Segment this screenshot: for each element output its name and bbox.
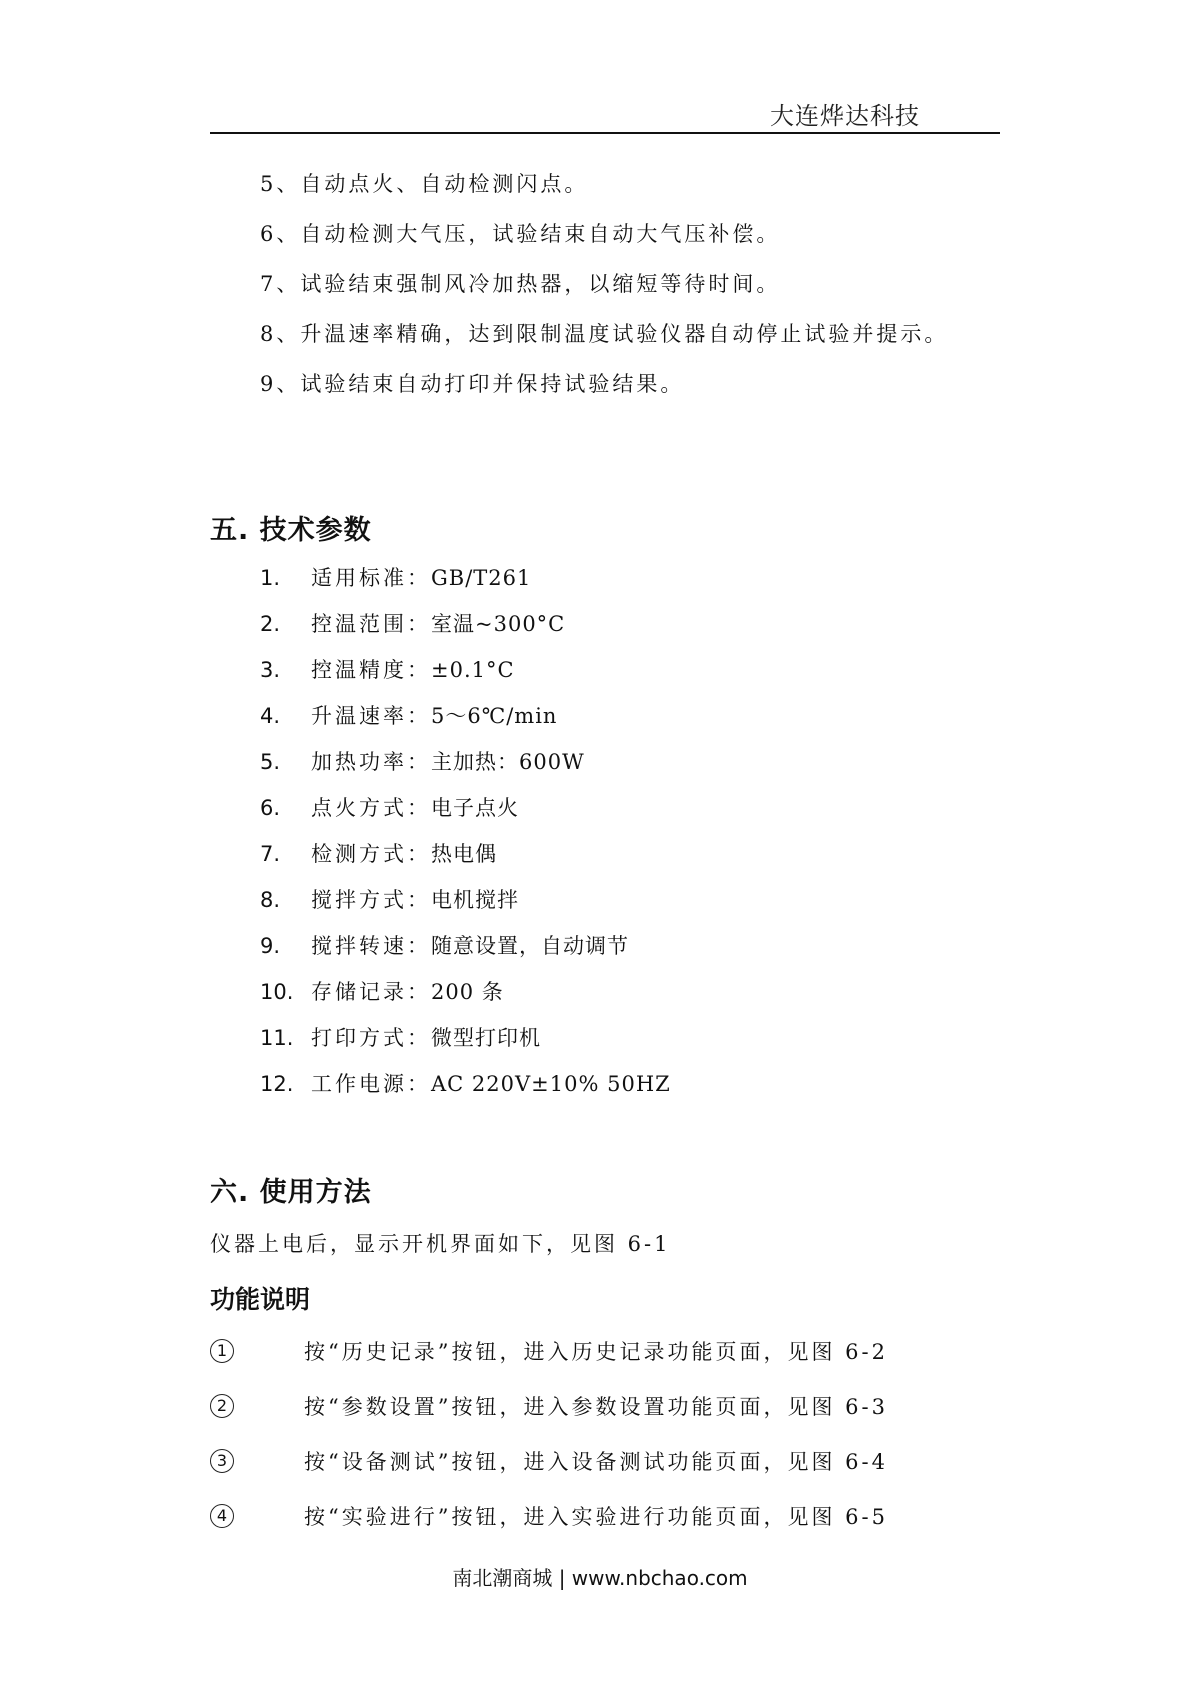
spec-value: GB/T261: [431, 566, 532, 590]
feature-item: [260, 368, 684, 398]
feature-number: 5、: [260, 172, 301, 196]
spec-row: [260, 746, 585, 776]
spec-label: 控温范围：: [311, 612, 431, 636]
header-divider: [210, 132, 1000, 134]
feature-text: 自动检测大气压，试验结束自动大气压补偿。: [300, 222, 781, 246]
spec-number: 1.: [260, 566, 281, 590]
spec-value: 主加热：600W: [431, 750, 585, 774]
section-title-usage: 六. 使用方法: [210, 1177, 372, 1208]
spec-value: 热电偶: [431, 842, 497, 866]
spec-label: 加热功率：: [311, 750, 431, 774]
spec-row: [260, 884, 519, 914]
spec-value: 电机搅拌: [431, 888, 519, 912]
section-title-specs: 五. 技术参数: [210, 515, 372, 546]
circled-number: 4: [210, 1504, 234, 1528]
spec-number: 11.: [260, 1026, 294, 1050]
spec-row: [260, 608, 565, 638]
spec-value: AC 220V±10% 50HZ: [431, 1072, 671, 1096]
spec-number: 9.: [260, 934, 281, 958]
spec-label: 升温速率：: [311, 704, 431, 728]
spec-label: 搅拌方式：: [311, 888, 431, 912]
function-text: 按“设备测试”按钮，进入设备测试功能页面，见图 6-4: [304, 1450, 888, 1474]
spec-label: 控温精度：: [311, 658, 431, 682]
spec-row: [260, 1068, 671, 1098]
spec-label: 适用标准：: [311, 566, 431, 590]
spec-row: [260, 1022, 541, 1052]
spec-value: 200 条: [431, 980, 504, 1004]
function-item: [210, 1446, 888, 1476]
spec-number: 5.: [260, 750, 281, 774]
feature-number: 6、: [260, 222, 301, 246]
spec-number: 2.: [260, 612, 281, 636]
spec-label: 检测方式：: [311, 842, 431, 866]
spec-value: 室温~300°C: [431, 612, 566, 636]
footer-watermark: 南北潮商城 | www.nbchao.com: [452, 1566, 748, 1590]
spec-label: 存储记录：: [311, 980, 431, 1004]
function-item: [210, 1391, 888, 1421]
spec-number: 3.: [260, 658, 281, 682]
spec-number: 7.: [260, 842, 281, 866]
feature-text: 试验结束强制风冷加热器，以缩短等待时间。: [300, 272, 781, 296]
feature-number: 7、: [260, 272, 301, 296]
function-text: 按“实验进行”按钮，进入实验进行功能页面，见图 6-5: [304, 1505, 888, 1529]
spec-value: 微型打印机: [431, 1026, 541, 1050]
spec-row: [260, 838, 497, 868]
spec-row: [260, 700, 557, 730]
spec-label: 工作电源：: [311, 1072, 431, 1096]
feature-text: 升温速率精确，达到限制温度试验仪器自动停止试验并提示。: [300, 322, 949, 346]
feature-text: 自动点火、自动检测闪点。: [300, 172, 589, 196]
spec-row: [260, 562, 531, 592]
spec-row: [260, 792, 519, 822]
feature-item: [260, 218, 780, 248]
spec-number: 10.: [260, 980, 294, 1004]
spec-value: 随意设置，自动调节: [431, 934, 629, 958]
spec-row: [260, 930, 629, 960]
spec-label: 打印方式：: [311, 1026, 431, 1050]
usage-intro: 仪器上电后，显示开机界面如下，见图 6-1: [210, 1232, 671, 1256]
feature-number: 8、: [260, 322, 301, 346]
spec-row: [260, 654, 515, 684]
function-text: 按“历史记录”按钮，进入历史记录功能页面，见图 6-2: [304, 1340, 888, 1364]
header-company-name: 大连烨达科技: [770, 102, 920, 130]
feature-number: 9、: [260, 372, 301, 396]
spec-value: 5～6℃/min: [431, 704, 558, 728]
spec-number: 8.: [260, 888, 281, 912]
function-item: [210, 1336, 888, 1366]
circled-number: 2: [210, 1394, 234, 1418]
function-text: 按“参数设置”按钮，进入参数设置功能页面，见图 6-3: [304, 1395, 888, 1419]
spec-value: 电子点火: [431, 796, 519, 820]
spec-number: 4.: [260, 704, 281, 728]
feature-item: [260, 168, 588, 198]
spec-label: 搅拌转速：: [311, 934, 431, 958]
feature-text: 试验结束自动打印并保持试验结果。: [300, 372, 685, 396]
spec-row: [260, 976, 504, 1006]
feature-item: [260, 268, 780, 298]
function-description-heading: 功能说明: [210, 1285, 311, 1314]
spec-number: 12.: [260, 1072, 294, 1096]
circled-number: 1: [210, 1339, 234, 1363]
circled-number: 3: [210, 1449, 234, 1473]
spec-label: 点火方式：: [311, 796, 431, 820]
spec-number: 6.: [260, 796, 281, 820]
function-item: [210, 1501, 888, 1531]
feature-item: [260, 318, 948, 348]
spec-value: ±0.1°C: [431, 658, 515, 682]
